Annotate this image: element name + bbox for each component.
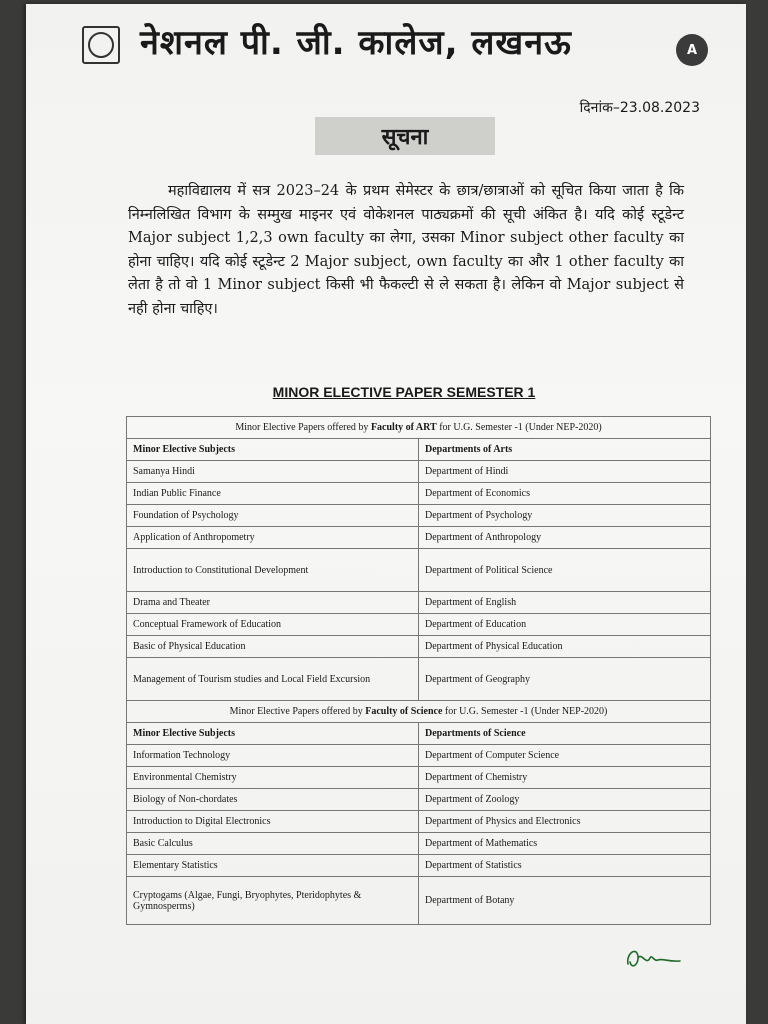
subject-cell: Biology of Non-chordates xyxy=(127,789,419,811)
notice-title: सूचना xyxy=(315,117,495,155)
table-row xyxy=(127,877,711,925)
subject-cell: Basic Calculus xyxy=(127,833,419,855)
department-cell: Department of Physics and Electronics xyxy=(419,811,711,833)
column-header-department: Departments of Science xyxy=(419,723,711,745)
signature-icon xyxy=(622,942,682,974)
table-row xyxy=(127,811,711,833)
department-cell: Department of Mathematics xyxy=(419,833,711,855)
department-cell: Department of Geography xyxy=(419,658,711,701)
science-header-row xyxy=(127,723,711,745)
table-row xyxy=(127,789,711,811)
notice-body: महाविद्यालय में सत्र 2023–24 के प्रथम सेमेस्टर के छात्र/छात्राओं को सूचित किया जाता है कि निम्नलिखित विभाग के सम्मुख माइनर एवं वोकेशनल पाठ्यक्रमों की सूची अंकित है। यदि कोई स्टूडेन्ट Major subject 1,2,3 own faculty का लेगा, उसका Minor subject other faculty का होना चाहिए। यदि कोई स्टूडेन्ट 2 Major subject, own faculty का और 1 other faculty का लेता है तो वो 1 Minor subject किसी भी फैकल्टी से ले सकता है। लेकिन वो Major subject से नही होना चाहिए। xyxy=(128,183,684,317)
department-cell: Department of Zoology xyxy=(419,789,711,811)
table-row xyxy=(127,527,711,549)
table-row xyxy=(127,833,711,855)
subject-cell: Environmental Chemistry xyxy=(127,767,419,789)
department-cell: Department of Political Science xyxy=(419,549,711,592)
table-row xyxy=(127,549,711,592)
department-cell: Department of Statistics xyxy=(419,855,711,877)
subject-cell: Basic of Physical Education xyxy=(127,636,419,658)
college-name: नेशनल पी. जी. कालेज, लखनऊ xyxy=(140,23,572,63)
department-cell: Department of Botany xyxy=(419,877,711,925)
subject-cell: Introduction to Digital Electronics xyxy=(127,811,419,833)
subject-cell: Cryptogams (Algae, Fungi, Bryophytes, Pteridophytes & Gymnosperms) xyxy=(127,877,419,925)
department-cell: Department of Psychology xyxy=(419,505,711,527)
college-seal-icon xyxy=(82,26,120,64)
department-cell: Department of Education xyxy=(419,614,711,636)
table-row xyxy=(127,636,711,658)
arts-caption-row xyxy=(127,417,711,439)
subject-cell: Conceptual Framework of Education xyxy=(127,614,419,636)
subject-cell: Indian Public Finance xyxy=(127,483,419,505)
table-row xyxy=(127,745,711,767)
column-header-subject: Minor Elective Subjects xyxy=(127,439,419,461)
column-header-department: Departments of Arts xyxy=(419,439,711,461)
naac-badge-icon: A xyxy=(676,34,708,66)
section-title: MINOR ELECTIVE PAPER SEMESTER 1 xyxy=(272,384,536,400)
subject-cell: Introduction to Constitutional Development xyxy=(127,549,419,592)
table-row xyxy=(127,505,711,527)
department-cell: Department of English xyxy=(419,592,711,614)
department-cell: Department of Physical Education xyxy=(419,636,711,658)
science-caption: Minor Elective Papers offered by Faculty of Science for U.G. Semester -1 (Under NEP-2020) xyxy=(127,701,711,723)
table-row xyxy=(127,592,711,614)
table-row xyxy=(127,658,711,701)
column-header-subject: Minor Elective Subjects xyxy=(127,723,419,745)
minor-elective-table xyxy=(126,416,711,925)
subject-cell: Samanya Hindi xyxy=(127,461,419,483)
subject-cell: Management of Tourism studies and Local Field Excursion xyxy=(127,658,419,701)
subject-cell: Foundation of Psychology xyxy=(127,505,419,527)
table-row xyxy=(127,483,711,505)
department-cell: Department of Hindi xyxy=(419,461,711,483)
subject-cell: Application of Anthropometry xyxy=(127,527,419,549)
subject-cell: Drama and Theater xyxy=(127,592,419,614)
department-cell: Department of Chemistry xyxy=(419,767,711,789)
table-row xyxy=(127,461,711,483)
subject-cell: Elementary Statistics xyxy=(127,855,419,877)
department-cell: Department of Computer Science xyxy=(419,745,711,767)
science-caption-row xyxy=(127,701,711,723)
notice-date: दिनांक–23.08.2023 xyxy=(579,100,700,116)
arts-header-row xyxy=(127,439,711,461)
table-row xyxy=(127,855,711,877)
arts-caption: Minor Elective Papers offered by Faculty of ART for U.G. Semester -1 (Under NEP-2020) xyxy=(127,417,711,439)
department-cell: Department of Anthropology xyxy=(419,527,711,549)
table-row xyxy=(127,614,711,636)
table-row xyxy=(127,767,711,789)
subject-cell: Information Technology xyxy=(127,745,419,767)
department-cell: Department of Economics xyxy=(419,483,711,505)
